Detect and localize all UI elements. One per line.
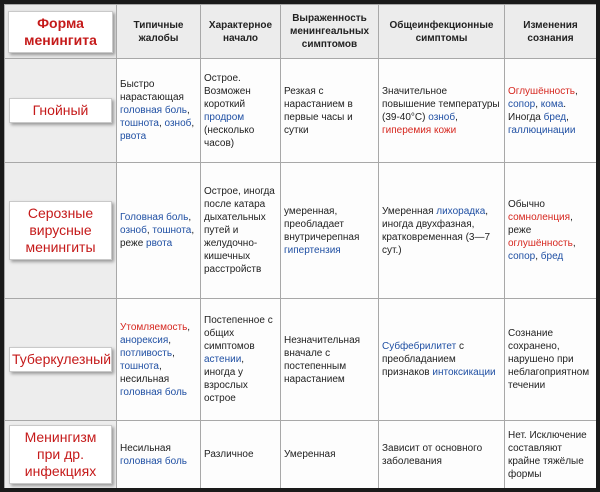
header-complaints: Типичные жалобы bbox=[117, 5, 201, 59]
cell-consciousness bbox=[505, 299, 597, 421]
cell-text: , bbox=[566, 111, 569, 123]
cell-meningeal bbox=[281, 59, 379, 163]
link[interactable]: сопор bbox=[508, 251, 536, 262]
link[interactable]: потливость bbox=[120, 347, 173, 359]
cell-onset bbox=[201, 59, 281, 163]
row-label-cell bbox=[5, 421, 117, 489]
header-corner bbox=[5, 5, 117, 59]
link[interactable]: тошнота bbox=[120, 360, 159, 372]
cell-onset bbox=[201, 163, 281, 299]
table-row bbox=[5, 59, 597, 163]
cell-infectious bbox=[379, 59, 505, 163]
header-consciousness: Изменения сознания bbox=[505, 5, 597, 59]
cell-text: Различное bbox=[204, 449, 254, 460]
link[interactable]: Субфебрилитет bbox=[382, 341, 457, 352]
cell-complaints bbox=[117, 421, 201, 489]
cell-text: Постепенное с общих симптомов bbox=[204, 315, 273, 352]
link[interactable]: галлюцинации bbox=[508, 124, 576, 136]
link[interactable]: сомноленция bbox=[508, 212, 571, 223]
cell-text: , иногда у взрослых острое bbox=[204, 354, 248, 404]
cell-text: Обычно bbox=[508, 199, 545, 210]
cell-complaints bbox=[117, 163, 201, 299]
cell-text: Сознание сохранено, нарушено при неблагоприятном течении bbox=[508, 328, 590, 391]
cell-text: Быстро нарастающая bbox=[120, 79, 184, 103]
cell-meningeal bbox=[281, 421, 379, 489]
link[interactable]: озноб bbox=[120, 225, 147, 236]
cell-text: , bbox=[191, 118, 195, 129]
cell-text: Несильная bbox=[120, 442, 171, 454]
cell-text: . Иногда bbox=[508, 98, 567, 123]
cell-text: с преобладанием признаков bbox=[382, 341, 464, 378]
link[interactable]: головная боль bbox=[120, 386, 187, 398]
cell-text: , bbox=[188, 212, 192, 223]
cell-complaints bbox=[117, 59, 201, 163]
cell-text: Значительное повышение температуры (39-40°C) bbox=[382, 85, 500, 123]
link[interactable]: озноб bbox=[428, 111, 456, 123]
link[interactable]: Оглушённость bbox=[508, 85, 576, 97]
cell-text: , bbox=[187, 321, 191, 333]
cell-text: умеренная, преобладает внутричерепная bbox=[284, 205, 360, 243]
link[interactable]: анорексия bbox=[120, 334, 169, 346]
cell-text: Острое, иногда после катара дыхательных путей и желудочно-кишечных расстройств bbox=[204, 186, 275, 275]
cell-text: , bbox=[186, 105, 190, 116]
cell-text: , иногда двухфазная, кратковременная (3—7 сут.) bbox=[382, 205, 491, 256]
cell-text: , реже bbox=[508, 212, 573, 236]
table-row bbox=[5, 299, 597, 421]
cell-text: Острое. Возможен короткий bbox=[204, 72, 251, 110]
cell-complaints bbox=[117, 299, 201, 421]
link[interactable]: астении bbox=[204, 354, 242, 365]
cell-text: , bbox=[158, 118, 165, 129]
row-label-cell bbox=[5, 163, 117, 299]
link[interactable]: головная боль bbox=[120, 105, 187, 116]
header-meningeal: Выраженность менингеальных симптомов bbox=[281, 5, 379, 59]
cell-text: Нет. Исключение составляют крайне тяжёлые формы bbox=[508, 429, 587, 480]
cell-text: , bbox=[168, 334, 172, 346]
cell-infectious bbox=[379, 163, 505, 299]
corner-label: Форма менингита bbox=[8, 11, 113, 53]
link[interactable]: продром bbox=[204, 111, 245, 123]
cell-onset bbox=[201, 299, 281, 421]
cell-text: , несильная bbox=[120, 360, 170, 385]
link[interactable]: тошнота bbox=[120, 118, 159, 129]
link[interactable]: бред bbox=[540, 251, 564, 262]
cell-text: , bbox=[146, 225, 153, 236]
link[interactable]: Головная боль bbox=[120, 212, 189, 223]
link[interactable]: гиперемия кожи bbox=[382, 124, 457, 136]
link[interactable]: оглушённость bbox=[508, 238, 573, 249]
row-label: Гнойный bbox=[9, 98, 112, 123]
link[interactable]: Утомляемость bbox=[120, 321, 188, 333]
cell-text: Зависит от основного заболевания bbox=[382, 442, 483, 467]
cell-text: , реже bbox=[120, 225, 195, 249]
cell-text: Умеренная bbox=[382, 205, 437, 217]
link[interactable]: интоксикации bbox=[432, 367, 496, 378]
table-row bbox=[5, 421, 597, 489]
cell-meningeal bbox=[281, 299, 379, 421]
cell-consciousness bbox=[505, 421, 597, 489]
header-onset: Характерное начало bbox=[201, 5, 281, 59]
link[interactable]: рвота bbox=[120, 131, 147, 142]
cell-text: (несколько часов) bbox=[204, 124, 255, 149]
link[interactable]: гипертензия bbox=[284, 244, 341, 256]
cell-text: , bbox=[535, 251, 541, 262]
cell-infectious bbox=[379, 421, 505, 489]
link[interactable]: лихорадка bbox=[436, 205, 486, 217]
cell-text: Резкая с нарастанием в первые часы и сутки bbox=[284, 85, 353, 136]
cell-consciousness bbox=[505, 59, 597, 163]
cell-text: , bbox=[572, 238, 576, 249]
row-label: Серозные вирусные менингиты bbox=[9, 201, 112, 260]
cell-meningeal bbox=[281, 163, 379, 299]
header-infectious: Общеинфекционные симптомы bbox=[379, 5, 505, 59]
row-label: Туберкулезный bbox=[9, 347, 112, 372]
cell-infectious bbox=[379, 299, 505, 421]
meningitis-table bbox=[4, 4, 596, 488]
cell-text: , bbox=[455, 111, 458, 123]
cell-text: , bbox=[575, 85, 578, 97]
link[interactable]: головная боль bbox=[120, 455, 187, 467]
link[interactable]: кома bbox=[540, 98, 564, 110]
link[interactable]: бред bbox=[543, 111, 567, 123]
link[interactable]: озноб bbox=[164, 118, 192, 129]
cell-consciousness bbox=[505, 163, 597, 299]
table-row bbox=[5, 163, 597, 299]
row-label-cell bbox=[5, 59, 117, 163]
row-label: Менингизм при др. инфекциях bbox=[9, 425, 112, 484]
cell-text: , bbox=[172, 347, 175, 359]
cell-text: Незначительная вначале с постепенным нарастанием bbox=[284, 334, 361, 385]
row-label-cell bbox=[5, 299, 117, 421]
cell-text: , bbox=[535, 98, 541, 110]
link[interactable]: сопор bbox=[508, 98, 536, 110]
link[interactable]: тошнота bbox=[152, 225, 192, 236]
link[interactable]: рвота bbox=[146, 238, 173, 249]
table-frame bbox=[4, 4, 596, 488]
cell-onset bbox=[201, 421, 281, 489]
cell-text: Умеренная bbox=[284, 449, 336, 460]
